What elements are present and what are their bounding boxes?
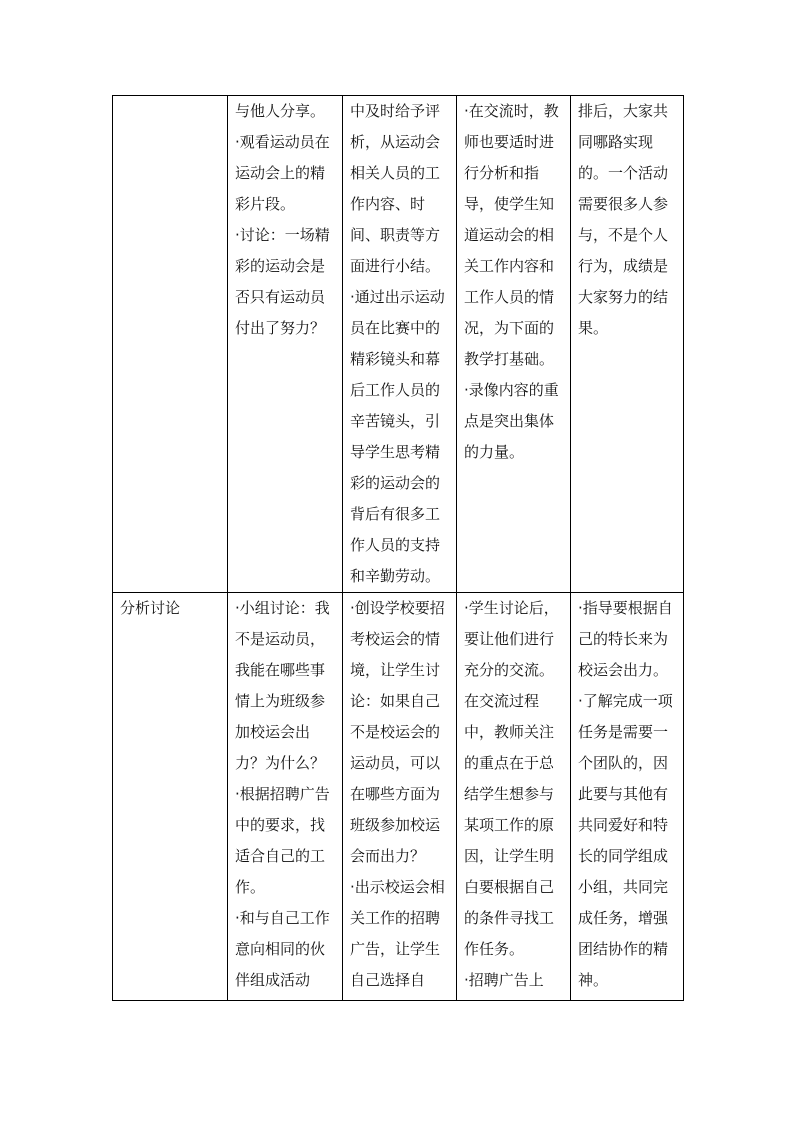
paragraph: ·出示校运会相关工作的招聘广告，让学生自己选择自: [350, 878, 445, 989]
teacher-activity-cell: [343, 593, 457, 1001]
stage-cell: [113, 96, 228, 593]
purpose-cell: [571, 96, 684, 593]
paragraph: ·通过出示运动员在比赛中的精彩镜头和幕后工作人员的辛苦镜头，引导学生思考精彩的运动会的背后有很多工作人员的支持和辛勤劳动。: [350, 288, 445, 585]
notes-cell: [457, 593, 571, 1001]
lesson-plan-table: [112, 95, 684, 1001]
stage-label: 分析讨论: [120, 599, 181, 617]
paragraph: ·和与自己工作意向相同的伙伴组成活动: [235, 909, 330, 989]
purpose-cell: [571, 593, 684, 1001]
student-activity-cell: [228, 96, 343, 593]
paragraph: ·了解完成一项任务是需要一个团队的，因此要与其他有共同爱好和特长的同学组成小组，共同完成任务，增强团结协作的精神。: [578, 692, 673, 989]
paragraph: ·指导要根据自己的特长来为校运会出力。: [578, 599, 673, 679]
paragraph: ·观看运动员在运动会上的精彩片段。: [235, 133, 330, 213]
paragraph: ·根据招聘广告中的要求，找适合自己的工作。: [235, 785, 330, 896]
paragraph: 中及时给予评析，从运动会相关人员的工作内容、时间、职责等方面进行小结。: [350, 102, 441, 275]
paragraph: ·讨论：一场精彩的运动会是否只有运动员付出了努力？: [235, 226, 330, 337]
paragraph: ·小组讨论：我不是运动员，我能在哪些事情上为班级参加校运会出力？为什么？: [235, 599, 330, 772]
paragraph: ·学生讨论后，要让他们进行充分的交流。在交流过程中，教师关注的重点在于总结学生想参与某项工作的原因，让学生明白要根据自己的条件寻找工作任务。: [464, 599, 559, 958]
paragraph: 排后，大家共同哪路实现的。一个活动需要很多人参与，不是个人行为，成绩是大家努力的结果。: [578, 102, 669, 337]
paragraph: ·招聘广告上: [464, 971, 544, 989]
teacher-activity-cell: [343, 96, 457, 593]
notes-cell: [457, 96, 571, 593]
student-activity-cell: [228, 593, 343, 1001]
paragraph: ·创设学校要招考校运会的情境，让学生讨论：如果自己不是校运会的运动员，可以在哪些方面为班级参加校运会而出力？: [350, 599, 445, 865]
paragraph: 与他人分享。: [235, 102, 326, 120]
paragraph: ·在交流时，教师也要适时进行分析和指导，使学生知道运动会的相关工作内容和工作人员的情况，为下面的教学打基础。: [464, 102, 559, 368]
stage-cell: [113, 593, 228, 1001]
paragraph: ·录像内容的重点是突出集体的力量。: [464, 381, 559, 461]
table-row: [113, 96, 684, 593]
table-row: [113, 593, 684, 1001]
